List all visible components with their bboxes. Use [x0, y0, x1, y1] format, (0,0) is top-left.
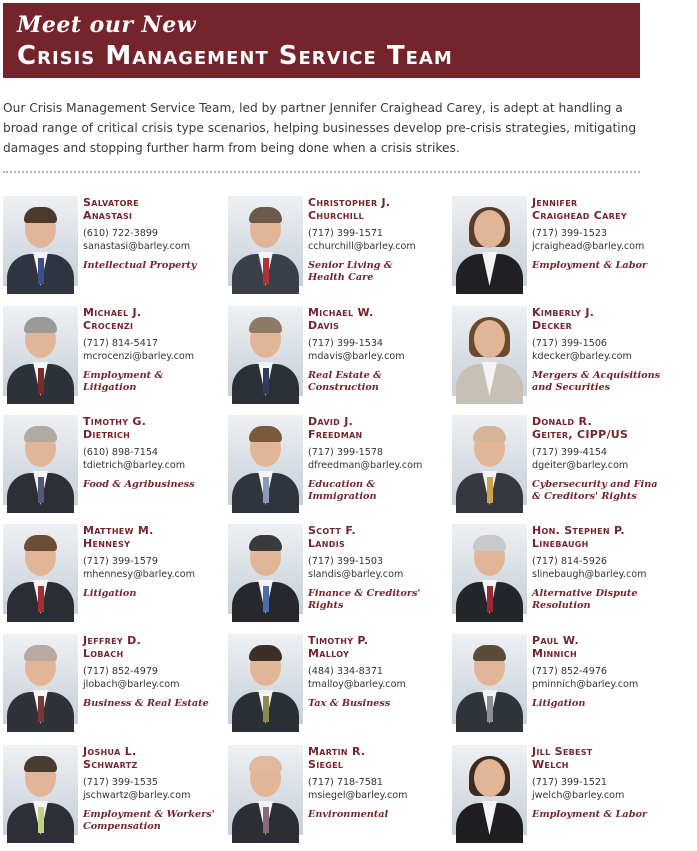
member-name-line: Davis — [308, 319, 340, 332]
member-practice-area — [532, 698, 697, 710]
member-photo — [228, 634, 303, 724]
member-practice-area — [532, 809, 697, 821]
team-member-card — [452, 634, 667, 734]
member-practice-area — [83, 260, 248, 272]
member-name-line: Matthew M. — [83, 524, 154, 537]
member-phone[interactable]: (717) 852-4976 — [532, 666, 608, 677]
member-name-line: Freedman — [308, 428, 363, 441]
member-info — [83, 745, 223, 832]
practice-area-line: & Creditors' Rights — [532, 490, 637, 502]
member-name — [308, 634, 448, 660]
practice-area-line: Environmental — [308, 809, 389, 820]
dotted-divider — [3, 171, 640, 173]
member-name-line: Jeffrey D. — [83, 634, 142, 647]
member-email-link[interactable]: jschwartz@barley.com — [83, 790, 191, 801]
member-email-link[interactable]: sanastasi@barley.com — [83, 241, 191, 252]
member-contact — [532, 446, 672, 472]
member-name — [83, 745, 223, 771]
member-phone[interactable]: (717) 399-1535 — [83, 777, 159, 788]
member-name — [308, 196, 448, 222]
member-name-line: Minnich — [532, 647, 577, 660]
member-name-line: David J. — [308, 415, 354, 428]
member-name-line: Kimberly J. — [532, 306, 595, 319]
member-email-link[interactable]: kdecker@barley.com — [532, 351, 632, 362]
member-name-line: Decker — [532, 319, 573, 332]
member-phone[interactable]: (717) 399-1578 — [308, 447, 384, 458]
member-practice-area — [308, 809, 473, 821]
member-phone[interactable]: (610) 898-7154 — [83, 447, 159, 458]
member-name — [83, 196, 223, 222]
member-name-line: Siegel — [308, 758, 344, 771]
team-member-card — [3, 524, 218, 624]
member-phone[interactable]: (717) 399-1506 — [532, 338, 608, 349]
member-practice-area — [83, 809, 248, 832]
team-member-card — [3, 196, 218, 296]
team-member-card — [3, 634, 218, 734]
practice-area-line: Mergers & Acquisitions — [532, 370, 661, 381]
member-email-link[interactable]: cchurchill@barley.com — [308, 241, 416, 252]
member-photo — [3, 415, 78, 505]
member-name — [308, 415, 448, 441]
member-info — [83, 306, 223, 393]
member-photo — [3, 524, 78, 614]
team-member-card — [228, 634, 443, 734]
practice-area-line: Employment & Labor — [532, 260, 648, 271]
member-phone[interactable]: (484) 334-8371 — [308, 666, 384, 677]
member-phone[interactable]: (717) 852-4979 — [83, 666, 159, 677]
member-name-line: Welch — [532, 758, 569, 771]
member-contact — [83, 555, 223, 581]
member-contact — [532, 227, 672, 253]
member-name — [308, 524, 448, 550]
member-photo — [452, 196, 527, 286]
member-phone[interactable]: (717) 814-5417 — [83, 338, 159, 349]
member-contact — [532, 776, 672, 802]
member-info — [83, 634, 223, 710]
member-name-line: Lobach — [83, 647, 124, 660]
member-name-line: Scott F. — [308, 524, 356, 537]
member-name-line: Hennesy — [83, 537, 131, 550]
member-name-line: Timothy G. — [83, 415, 147, 428]
member-contact — [532, 665, 672, 691]
practice-area-line: Litigation — [83, 588, 137, 599]
member-name-line: Anastasi — [83, 209, 133, 222]
member-name — [532, 196, 672, 222]
member-phone[interactable]: (717) 718-7581 — [308, 777, 384, 788]
member-phone[interactable]: (717) 399-1579 — [83, 556, 159, 567]
member-name-line: Craighead Carey — [532, 209, 627, 222]
member-practice-area — [83, 370, 248, 393]
member-name-line: Landis — [308, 537, 346, 550]
member-name-line: Churchill — [308, 209, 364, 222]
team-member-card — [452, 415, 667, 515]
member-email-link[interactable]: msiegel@barley.com — [308, 790, 408, 801]
member-name — [532, 745, 672, 771]
member-photo — [3, 745, 78, 835]
member-contact — [308, 776, 448, 802]
team-member-card — [228, 524, 443, 624]
member-name-line: Michael W. — [308, 306, 374, 319]
member-name — [83, 415, 223, 441]
member-name — [83, 524, 223, 550]
member-photo — [3, 196, 78, 286]
practice-area-line: Employment & Workers' — [83, 809, 215, 820]
member-photo — [228, 524, 303, 614]
member-photo — [228, 415, 303, 505]
member-practice-area — [83, 588, 248, 600]
practice-area-line: Rights — [308, 599, 344, 611]
header-subtitle: Meet our New — [17, 12, 197, 38]
member-name-line: Jill Sebest — [532, 745, 593, 758]
member-photo — [452, 306, 527, 396]
member-name-line: Crocenzi — [83, 319, 134, 332]
team-member-card — [228, 306, 443, 406]
member-name — [532, 415, 672, 441]
practice-area-line: Tax & Business — [308, 698, 391, 709]
member-phone[interactable]: (717) 399-1534 — [308, 338, 384, 349]
member-contact — [308, 227, 448, 253]
member-email-link[interactable]: mcrocenzi@barley.com — [83, 351, 195, 362]
member-contact — [83, 446, 223, 472]
member-name-line: Martin R. — [308, 745, 366, 758]
practice-area-line: Litigation — [532, 698, 586, 709]
member-info — [308, 196, 448, 283]
intro-paragraph: Our Crisis Management Service Team, led by partner Jennifer Craighead Carey, is adept at handling a broad range of critical crisis type scenarios, helping businesses develop pre-crisis strategies, mitigating damages and stopping further harm from being done when a crisis strikes. — [3, 101, 637, 155]
member-info — [308, 415, 448, 502]
member-contact — [532, 555, 672, 581]
member-info — [83, 196, 223, 272]
member-name-line: Paul W. — [532, 634, 579, 647]
member-name-line: Dietrich — [83, 428, 131, 441]
practice-area-line: Cybersecurity and Fina — [532, 479, 658, 490]
practice-area-line: Immigration — [308, 490, 377, 502]
member-email-link[interactable]: mhennesy@barley.com — [83, 569, 195, 580]
member-name-line: Geiter, CIPP/US — [532, 428, 629, 441]
member-photo — [3, 306, 78, 396]
member-email-link[interactable]: jwelch@barley.com — [532, 790, 625, 801]
member-name — [308, 745, 448, 771]
practice-area-line: Intellectual Property — [83, 260, 197, 271]
member-email-link[interactable]: dfreedman@barley.com — [308, 460, 423, 471]
practice-area-line: Resolution — [532, 599, 591, 611]
header-title: Crisis Management Service Team — [17, 41, 453, 71]
member-photo — [228, 745, 303, 835]
member-contact — [83, 776, 223, 802]
member-phone[interactable]: (717) 399-1523 — [532, 228, 608, 239]
member-phone[interactable]: (610) 722-3899 — [83, 228, 159, 239]
member-practice-area — [308, 479, 473, 502]
member-contact — [308, 555, 448, 581]
member-contact — [308, 446, 448, 472]
practice-area-line: Litigation — [83, 381, 137, 393]
member-email-link[interactable]: pminnich@barley.com — [532, 679, 639, 690]
team-member-card — [228, 745, 443, 845]
member-name — [308, 306, 448, 332]
member-name-line: Christopher J. — [308, 196, 391, 209]
practice-area-line: Education & — [308, 479, 376, 490]
team-member-card — [3, 306, 218, 406]
practice-area-line: and Securities — [532, 381, 611, 393]
team-member-card — [228, 415, 443, 515]
member-photo — [452, 524, 527, 614]
member-practice-area — [532, 370, 697, 393]
member-info — [308, 306, 448, 393]
member-email-link[interactable]: tmalloy@barley.com — [308, 679, 406, 690]
member-contact — [83, 665, 223, 691]
member-name-line: Schwartz — [83, 758, 138, 771]
member-name-line: Jennifer — [532, 196, 578, 209]
practice-area-line: Real Estate & — [308, 370, 382, 381]
practice-area-line: Employment & — [83, 370, 164, 381]
member-info — [83, 524, 223, 600]
member-photo — [3, 634, 78, 724]
member-name — [83, 306, 223, 332]
practice-area-line: Compensation — [83, 820, 161, 832]
practice-area-line: Health Care — [308, 271, 374, 283]
practice-area-line: Senior Living & — [308, 260, 393, 271]
member-name-line: Joshua L. — [83, 745, 137, 758]
practice-area-line: Finance & Creditors' — [308, 588, 421, 599]
team-member-card — [452, 745, 667, 845]
team-member-card — [228, 196, 443, 296]
member-email-link[interactable]: jlobach@barley.com — [83, 679, 180, 690]
team-member-card — [452, 196, 667, 296]
member-info — [532, 306, 672, 393]
member-phone[interactable]: (717) 814-5926 — [532, 556, 608, 567]
practice-area-line: Construction — [308, 381, 379, 393]
member-info — [532, 745, 672, 821]
member-name — [532, 524, 672, 550]
member-phone[interactable]: (717) 399-4154 — [532, 447, 608, 458]
member-practice-area — [308, 588, 473, 611]
member-info — [308, 634, 448, 710]
member-email-link[interactable]: dgeiter@barley.com — [532, 460, 629, 471]
header-banner — [3, 3, 640, 78]
practice-area-line: Business & Real Estate — [83, 698, 209, 709]
member-email-link[interactable]: mdavis@barley.com — [308, 351, 405, 362]
member-info — [532, 415, 672, 502]
member-phone[interactable]: (717) 399-1571 — [308, 228, 384, 239]
member-info — [83, 415, 223, 491]
member-photo — [452, 634, 527, 724]
team-member-card — [452, 524, 667, 624]
member-practice-area — [83, 698, 248, 710]
member-name-line: Hon. Stephen P. — [532, 524, 625, 537]
member-info — [532, 196, 672, 272]
member-name — [532, 306, 672, 332]
member-email-link[interactable]: jcraighead@barley.com — [532, 241, 645, 252]
member-contact — [83, 227, 223, 253]
member-photo — [228, 306, 303, 396]
member-practice-area — [308, 698, 473, 710]
member-info — [532, 524, 672, 611]
practice-area-line: Food & Agribusiness — [83, 479, 195, 490]
member-practice-area — [83, 479, 248, 491]
member-name — [532, 634, 672, 660]
member-practice-area — [532, 260, 697, 272]
member-contact — [308, 665, 448, 691]
member-contact — [83, 337, 223, 363]
practice-area-line: Employment & Labor — [532, 809, 648, 820]
member-name — [83, 634, 223, 660]
member-info — [308, 524, 448, 611]
member-practice-area — [308, 370, 473, 393]
member-practice-area — [532, 588, 697, 611]
member-email-link[interactable]: slandis@barley.com — [308, 569, 404, 580]
member-name-line: Malloy — [308, 647, 350, 660]
member-email-link[interactable]: tdietrich@barley.com — [83, 460, 186, 471]
practice-area-line: Alternative Dispute — [532, 588, 638, 599]
member-info — [532, 634, 672, 710]
member-photo — [228, 196, 303, 286]
member-name-line: Timothy P. — [308, 634, 369, 647]
team-member-card — [452, 306, 667, 406]
team-member-card — [3, 415, 218, 515]
member-email-link[interactable]: slinebaugh@barley.com — [532, 569, 647, 580]
member-contact — [532, 337, 672, 363]
member-practice-area — [308, 260, 473, 283]
member-practice-area — [532, 479, 697, 502]
member-photo — [452, 415, 527, 505]
member-phone[interactable]: (717) 399-1503 — [308, 556, 384, 567]
member-name-line: Michael J. — [83, 306, 142, 319]
member-phone[interactable]: (717) 399-1521 — [532, 777, 608, 788]
member-name-line: Salvatore — [83, 196, 139, 209]
member-contact — [308, 337, 448, 363]
member-photo — [452, 745, 527, 835]
member-name-line: Linebaugh — [532, 537, 589, 550]
team-member-card — [3, 745, 218, 845]
member-name-line: Donald R. — [532, 415, 592, 428]
member-info — [308, 745, 448, 821]
